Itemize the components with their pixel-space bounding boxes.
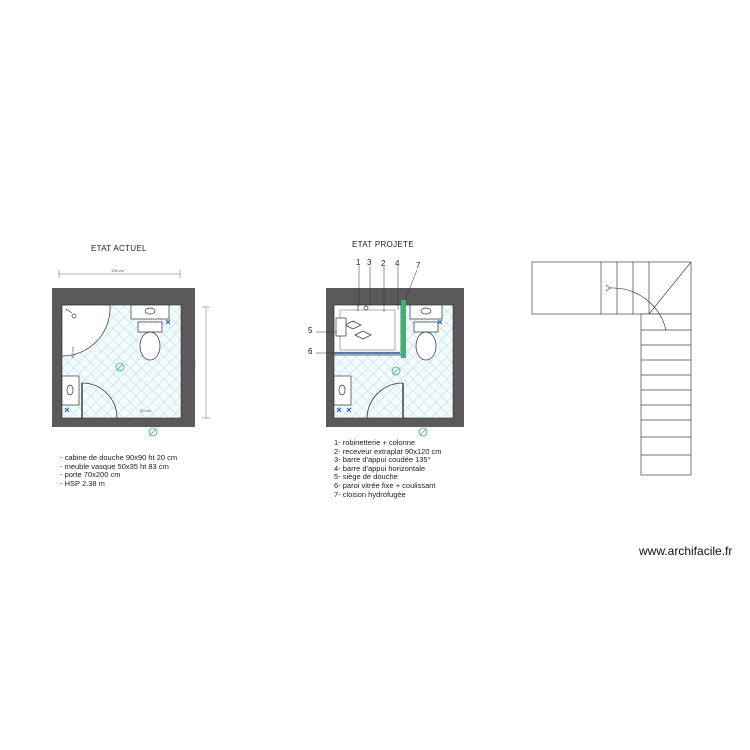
note-item: - HSP 2.38 m: [60, 478, 105, 488]
legend-item: 7- cloison hydrofugée: [334, 489, 406, 499]
grab-bar: [401, 300, 406, 358]
toilet: [414, 322, 438, 360]
legend-item: 2- receveur extraplat 90x120 cm: [334, 446, 442, 456]
dimension-left-label: 80 cm: [70, 347, 75, 358]
callout-4: 4: [395, 259, 400, 268]
washbasin: [334, 376, 351, 405]
staircase: [532, 262, 691, 475]
watermark: www.archifacile.fr: [639, 544, 733, 558]
note-item: - meuble vasque 50x35 ht 83 cm: [60, 461, 169, 471]
shower-seat: [336, 318, 346, 336]
note-item: - cabine de douche 90x90 ht 20 cm: [60, 453, 178, 462]
plan-current-notes: [60, 454, 177, 488]
callout-2: 2: [381, 259, 386, 268]
legend-item: 1- robinetterie + colonne: [334, 438, 416, 447]
plan-projected-legend: [334, 439, 442, 499]
legend-item: 5- siège de douche: [334, 472, 398, 482]
sink-cabinet: [131, 305, 169, 319]
note-item: - porte 70x200 cm: [60, 470, 121, 480]
legend-item: 6- paroi vitrée fixe + coulissant: [334, 480, 436, 490]
callout-7: 7: [416, 261, 421, 270]
dimension-bottom-label: 90 cm: [140, 408, 151, 413]
legend-item: 4- barre d'appui horizontale: [334, 463, 426, 473]
plan-current: [52, 270, 210, 436]
toilet: [138, 322, 162, 360]
callout-3: 3: [367, 258, 372, 267]
sink-cabinet: [410, 305, 442, 319]
plan-current-title: ETAT ACTUEL: [91, 244, 147, 253]
callout-6: 6: [308, 347, 313, 356]
plan-projected: [316, 266, 464, 436]
legend-item: 3- barre d'appui coudée 135°: [334, 455, 431, 465]
dimension-right-label: 190 cm: [192, 360, 197, 374]
plan-projected-title: ETAT PROJETE: [352, 240, 414, 249]
washbasin: [62, 376, 79, 405]
callout-1: 1: [356, 258, 361, 267]
callout-5: 5: [308, 326, 313, 335]
dimension-top-label: 196 cm: [111, 268, 125, 273]
